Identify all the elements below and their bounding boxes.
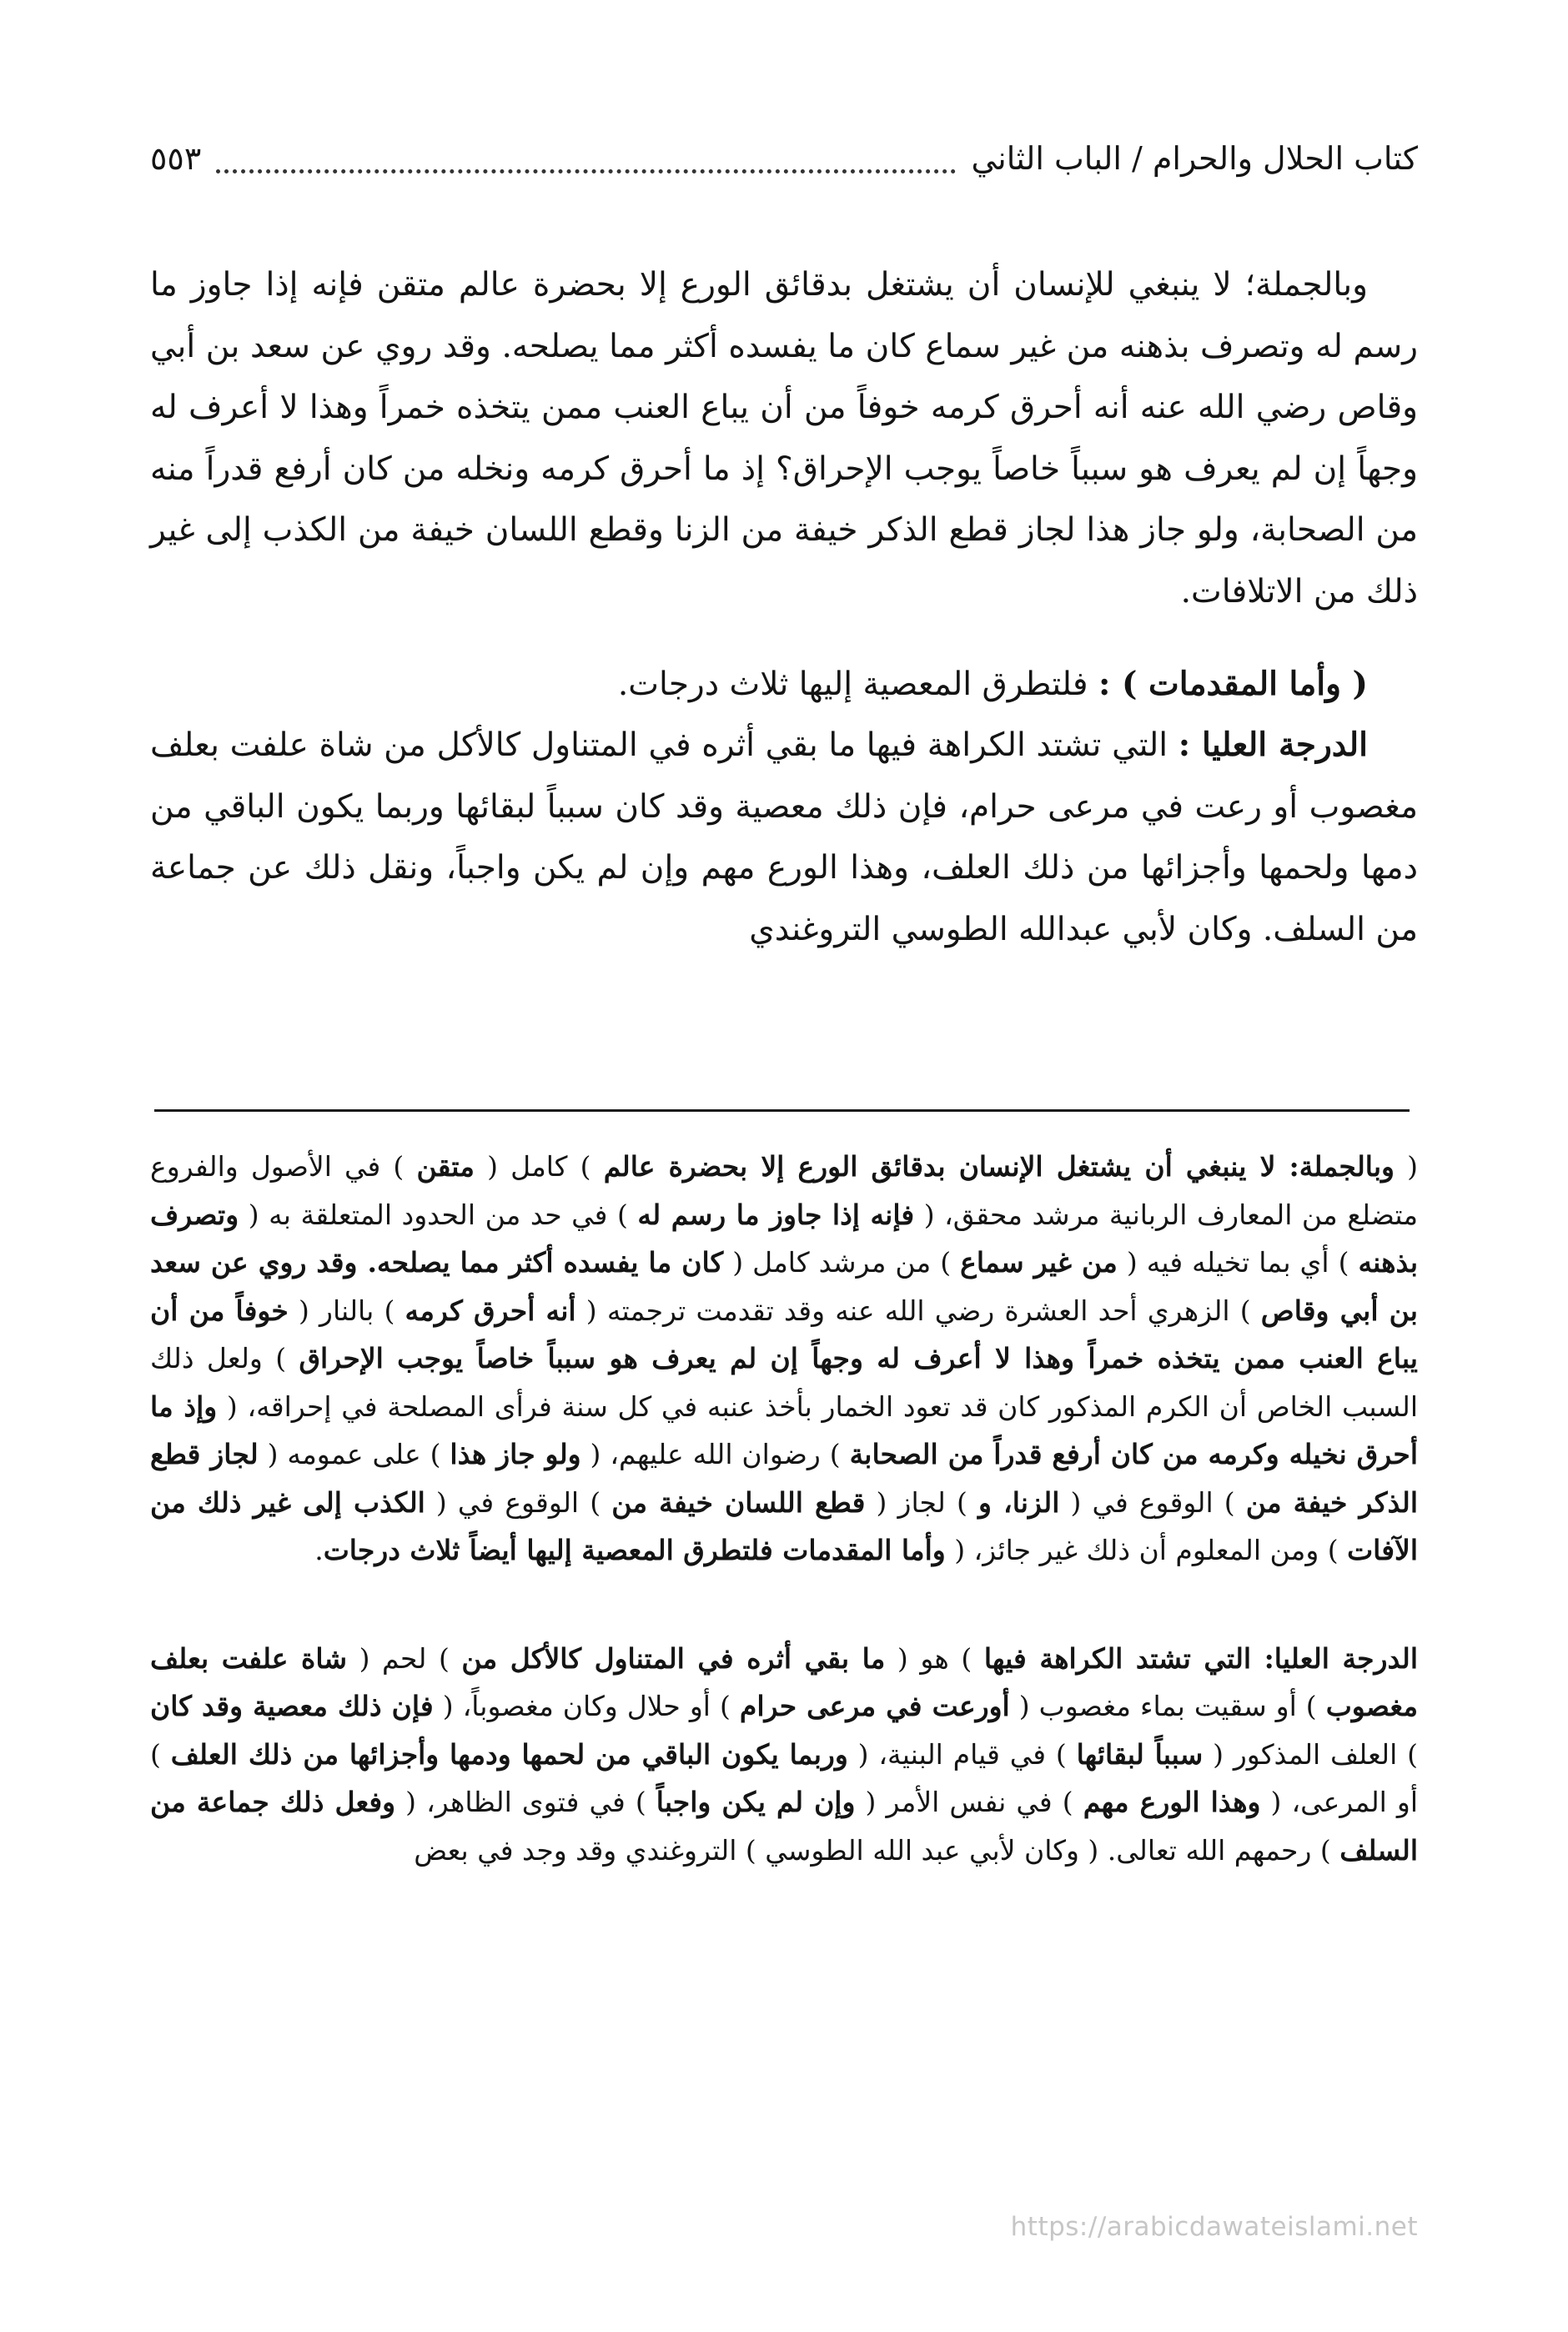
main-text (150, 254, 1418, 961)
header-dot-leader (216, 144, 956, 173)
section-label: الدرجة العليا : (1178, 726, 1368, 765)
commentary-paragraph: الدرجة العليا: التي تشتد الكراهة فيها ) هو ( ما بقي أثره في المتناول كالأكل من ) لحم ( شاة علفت بعلف مغصوب ) أو سقيت بماء مغصوب ( أورعت في مرعى حرام ) أو حلال وكان مغصوباً، ( فإن ذلك معصية وقد كان ) العلف المذكور ( سبباً لبقائها ) في قيام البنية، ( وربما يكون الباقي من لحمها ودمها وأجزائها من ذلك العلف ) أو المرعى، ( وهذا الورع مهم ) في نفس الأمر ( وإن لم يكن واجباً ) في فتوى الظاهر، ( وفعل ذلك جماعة من السلف ) رحمهم الله تعالى. ( وكان لأبي عبد الله الطوسي ) التروغندي وقد وجد في بعض (150, 1641, 1419, 1867)
main-paragraph: وبالجملة؛ لا ينبغي للإنسان أن يشتغل بدقائق الورع إلا بحضرة عالم متقن فإنه إذا جاوز ما رسم له وتصرف بذهنه من غير سماع كان ما يفسده أكثر مما يصلحه. وقد روي عن سعد بن أبي وقاص رضي الله عنه أنه أحرق كرمه خوفاً من أن يباع العنب ممن يتخذه خمراً وهذا لا أعرف له وجهاً إن لم يعرف هو سبباً خاصاً يوجب الإحراق؟ إذ ما أحرق كرمه ونخله من كان أرفع قدراً منه من الصحابة، ولو جاز هذا لجاز قطع الذكر خيفة من الزنا وقطع اللسان خيفة من الكذب إلى غير ذلك من الاتلافات. (150, 266, 1418, 611)
running-title: كتاب الحلال والحرام / الباب الثاني (971, 140, 1418, 177)
watermark-url: https://arabicdawateislami.net (1010, 2212, 1418, 2242)
commentary-paragraph: ( وبالجملة: لا ينبغي أن يشتغل الإنسان بدقائق الورع إلا بحضرة عالم ) كامل ( متقن ) في الأصول والفروع متضلع من المعارف الربانية مرشد محقق، ( فإنه إذا جاوز ما رسم له ) في حد من الحدود المتعلقة به ( وتصرف بذهنه ) أي بما تخيله فيه ( من غير سماع ) من مرشد كامل ( كان ما يفسده أكثر مما يصلحه. وقد روي عن سعد بن أبي وقاص ) الزهري أحد العشرة رضي الله عنه وقد تقدمت ترجمته ( أنه أحرق كرمه ) بالنار ( خوفاً من أن يباع العنب ممن يتخذه خمراً وهذا لا أعرف له وجهاً إن لم يعرف هو سبباً خاصاً يوجب الإحراق ) ولعل ذلك السبب الخاص أن الكرم المذكور كان قد تعود الخمار بأخذ عنبه في كل سنة فرأى المصلحة في إحراقه، ( وإذ ما أحرق نخيله وكرمه من كان أرفع قدراً من الصحابة ) رضوان الله عليهم، ( ولو جاز هذا ) على عمومه ( لجاز قطع الذكر خيفة من ) الوقوع في ( الزنا، و ) لجاز ( قطع اللسان خيفة من ) الوقوع في ( الكذب إلى غير ذلك من الآفات ) ومن المعلوم أن ذلك غير جائز، ( وأما المقدمات فلتطرق المعصية إليها أيضاً ثلاث درجات. (150, 1150, 1419, 1566)
section-label: ( وأما المقدمات ) : (1098, 664, 1368, 703)
main-paragraph: الدرجة العليا : التي تشتد الكراهة فيها ما بقي أثره في المتناول كالأكل من شاة علفت بعلف مغصوب أو رعت في مرعى حرام، فإن ذلك معصية وقد كان سبباً لبقائها وربما يكون الباقي من دمها ولحمها وأجزائها من ذلك العلف، وهذا الورع مهم وإن لم يكن واجباً، ونقل ذلك عن جماعة من السلف. وكان لأبي عبدالله الطوسي التروغندي (150, 726, 1418, 948)
commentary (150, 1143, 1418, 1874)
page-number: ٥٥٣ (150, 140, 202, 177)
main-paragraph: ( وأما المقدمات ) : فلتطرق المعصية إليها ثلاث درجات. (617, 664, 1368, 703)
page-header (150, 125, 1418, 192)
footnote-divider (154, 1109, 1410, 1112)
